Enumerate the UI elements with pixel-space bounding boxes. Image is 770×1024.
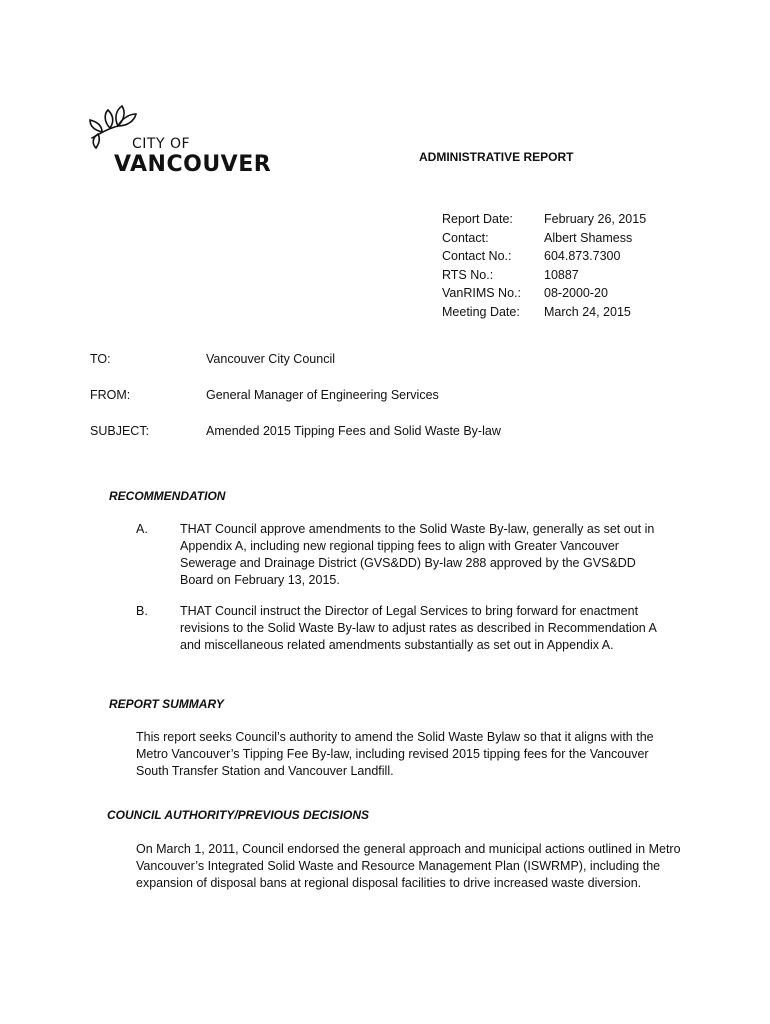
meta-value: 08-2000-20: [544, 286, 608, 301]
meta-value: March 24, 2015: [544, 304, 631, 319]
from-label: FROM:: [90, 388, 131, 402]
meta-row-report-date: [442, 210, 646, 229]
from-line: [90, 388, 439, 402]
meta-value: 604.873.7300: [544, 249, 621, 264]
city-of-vancouver-logo: [88, 104, 272, 180]
logo-vancouver-text: VANCOUVER: [114, 152, 272, 177]
meta-value: Albert Shamess: [544, 230, 633, 245]
meta-label: Report Date:: [442, 212, 513, 226]
meta-row-contact-no: [442, 247, 646, 266]
report-type-title: ADMINISTRATIVE REPORT: [419, 150, 574, 164]
recommendation-letter: A.: [136, 522, 148, 536]
meta-label: Meeting Date:: [442, 304, 520, 319]
to-line: [90, 352, 335, 366]
meta-row-contact: [442, 229, 646, 248]
from-value: General Manager of Engineering Services: [206, 388, 439, 402]
council-authority-text: On March 1, 2011, Council endorsed the general approach and municipal actions outlined in Metro Vancouver’s Integrated Solid Waste and Resource Management Plan (ISWRMP), including the expansion of disposal bans at regional disposal facilities to drive increased waste diversion.: [136, 842, 681, 890]
recommendation-item-a: [136, 521, 670, 589]
meta-value: 10887: [544, 267, 579, 282]
meta-value: February 26, 2015: [544, 212, 647, 226]
meta-label: Contact:: [442, 230, 489, 245]
recommendation-text: THAT Council approve amendments to the Solid Waste By-law, generally as set out in Appendix A, including new regional tipping fees to align with Greater Vancouver Sewerage and Drainage District (GVS&DD) By-law 288 approved by the GVS&DD Board on February 13, 2015.: [180, 522, 655, 587]
report-metadata: [442, 210, 646, 322]
subject-label: SUBJECT:: [90, 424, 150, 438]
to-label: TO:: [90, 352, 111, 366]
to-value: Vancouver City Council: [206, 352, 335, 366]
logo-city-of-text: CITY OF: [132, 136, 191, 152]
meta-label: RTS No.:: [442, 267, 494, 282]
meta-row-rts-no: [442, 266, 646, 285]
meta-row-vanrims-no: [442, 284, 646, 303]
council-authority-heading: COUNCIL AUTHORITY/PREVIOUS DECISIONS: [107, 808, 370, 822]
report-summary-heading: REPORT SUMMARY: [109, 697, 224, 711]
recommendation-item-b: [136, 603, 670, 654]
meta-row-meeting-date: [442, 303, 646, 322]
meta-label: VanRIMS No.:: [442, 286, 521, 301]
recommendation-heading: RECOMMENDATION: [109, 489, 226, 503]
recommendation-text: THAT Council instruct the Director of Legal Services to bring forward for enactment revisions to the Solid Waste By-law to adjust rates as described in Recommendation A and miscellaneous related amendments substantially as set out in Appendix A.: [180, 604, 657, 652]
subject-line: [90, 424, 501, 438]
recommendation-letter: B.: [136, 604, 148, 618]
report-summary-text: This report seeks Council’s authority to amend the Solid Waste Bylaw so that it aligns with the Metro Vancouver’s Tipping Fee By-law, including revised 2015 tipping fees for the Vancouver South Transfer Station and Vancouver Landfill.: [136, 730, 654, 778]
meta-label: Contact No.:: [442, 249, 512, 264]
subject-value: Amended 2015 Tipping Fees and Solid Waste By-law: [206, 424, 501, 438]
